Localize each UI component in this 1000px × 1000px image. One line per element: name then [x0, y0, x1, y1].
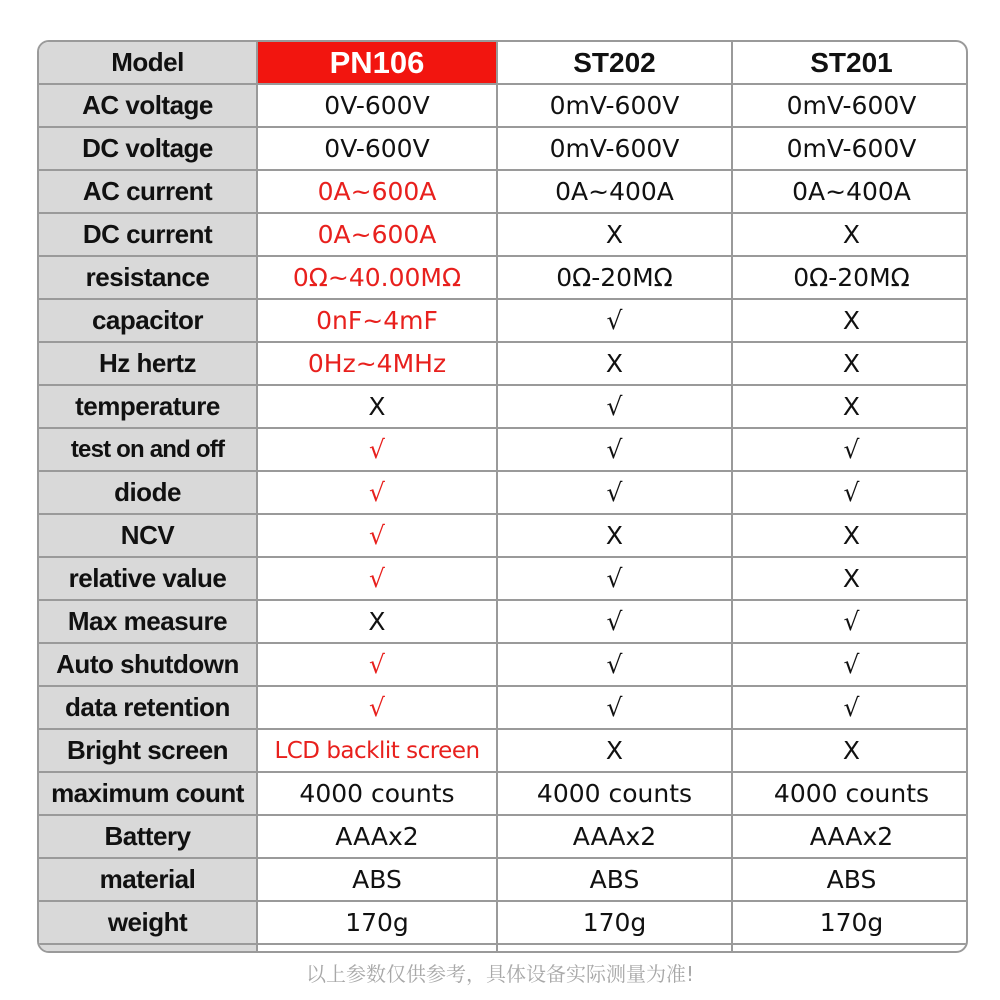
spec-value-pn106: √ [257, 686, 497, 729]
spec-value-pn106: 0Ω~40.00MΩ [257, 256, 497, 299]
spec-value-pn106: 0V-600V [257, 127, 497, 170]
spec-value-pn106: AAAx2 [257, 815, 497, 858]
spec-label: test on and off [39, 428, 257, 471]
spec-value-st202: X [497, 213, 732, 256]
spec-value-st202: √ [497, 686, 732, 729]
spec-label: DC current [39, 213, 257, 256]
spec-value-pn106: 0V-600V [257, 84, 497, 127]
spec-value-st201: X [732, 557, 968, 600]
spec-label [39, 944, 257, 953]
spec-row [39, 385, 968, 428]
spec-row [39, 84, 968, 127]
spec-value-pn106: 0Hz~4MHz [257, 342, 497, 385]
model-header-pn106: PN106 [257, 42, 497, 84]
spec-label: relative value [39, 557, 257, 600]
spec-value-pn106: X [257, 600, 497, 643]
spec-value-st202: √ [497, 557, 732, 600]
spec-row [39, 342, 968, 385]
spec-label: maximum count [39, 772, 257, 815]
spec-row [39, 901, 968, 944]
spec-label: Battery [39, 815, 257, 858]
spec-row [39, 256, 968, 299]
spec-label: temperature [39, 385, 257, 428]
spec-value-st202: √ [497, 643, 732, 686]
spec-row [39, 127, 968, 170]
spec-label: weight [39, 901, 257, 944]
model-header-st201: ST201 [732, 42, 968, 84]
spec-row [39, 471, 968, 514]
header-label: Model [39, 42, 257, 84]
spec-value-st202: √ [497, 299, 732, 342]
spec-value-st201: X [732, 385, 968, 428]
spec-value-pn106: √ [257, 643, 497, 686]
spec-value-pn106: √ [257, 428, 497, 471]
spec-value-st201: ABS [732, 858, 968, 901]
spec-value-st202: X [497, 342, 732, 385]
spec-value-st201: 0mV-600V [732, 84, 968, 127]
spec-value-st201: √ [732, 600, 968, 643]
spec-value-st202: AAAx2 [497, 815, 732, 858]
spec-value-st202: ABS [497, 858, 732, 901]
spec-value-st202: √ [497, 600, 732, 643]
spec-value-pn106 [257, 944, 497, 953]
model-header-st202: ST202 [497, 42, 732, 84]
spec-value-st201: AAAx2 [732, 815, 968, 858]
spec-value-st201: √ [732, 686, 968, 729]
spec-value-st201: X [732, 729, 968, 772]
spec-value-pn106: LCD backlit screen [257, 729, 497, 772]
spec-row [39, 944, 968, 953]
spec-value-pn106: X [257, 385, 497, 428]
spec-row [39, 600, 968, 643]
spec-value-st201: √ [732, 428, 968, 471]
disclaimer-footnote: 以上参数仅供参考，具体设备实际测量为准! [305, 962, 695, 986]
spec-value-st201: 170g [732, 901, 968, 944]
spec-label: AC current [39, 170, 257, 213]
spec-value-pn106: √ [257, 514, 497, 557]
spec-value-st202: 4000 counts [497, 772, 732, 815]
spec-value-st201: X [732, 213, 968, 256]
spec-row [39, 299, 968, 342]
spec-label: AC voltage [39, 84, 257, 127]
spec-label: Auto shutdown [39, 643, 257, 686]
spec-value-st202: √ [497, 471, 732, 514]
spec-value-st202: 170g [497, 901, 732, 944]
spec-value-st202: 0mV-600V [497, 127, 732, 170]
spec-row [39, 858, 968, 901]
spec-row [39, 643, 968, 686]
spec-label: diode [39, 471, 257, 514]
spec-value-st202: 0Ω-20MΩ [497, 256, 732, 299]
spec-value-st201: X [732, 342, 968, 385]
spec-label: data retention [39, 686, 257, 729]
spec-row [39, 815, 968, 858]
spec-label: capacitor [39, 299, 257, 342]
spec-value-st202: √ [497, 385, 732, 428]
spec-value-pn106: 0A~600A [257, 170, 497, 213]
spec-value-st202: X [497, 729, 732, 772]
spec-row [39, 686, 968, 729]
spec-value-st202 [497, 944, 732, 953]
spec-value-st201: X [732, 514, 968, 557]
spec-value-st201: 0A~400A [732, 170, 968, 213]
comparison-table [39, 42, 968, 953]
spec-label: Max measure [39, 600, 257, 643]
comparison-table-body [39, 42, 968, 953]
spec-label: material [39, 858, 257, 901]
spec-label: Hz hertz [39, 342, 257, 385]
spec-value-pn106: 0nF~4mF [257, 299, 497, 342]
spec-row [39, 514, 968, 557]
header-row [39, 42, 968, 84]
spec-value-pn106: ABS [257, 858, 497, 901]
spec-value-pn106: √ [257, 471, 497, 514]
spec-row [39, 772, 968, 815]
spec-value-pn106: 0A~600A [257, 213, 497, 256]
spec-value-st202: 0A~400A [497, 170, 732, 213]
spec-value-st201: X [732, 299, 968, 342]
spec-row [39, 213, 968, 256]
spec-row [39, 428, 968, 471]
spec-label: DC voltage [39, 127, 257, 170]
spec-value-pn106: 170g [257, 901, 497, 944]
spec-label: NCV [39, 514, 257, 557]
spec-value-st202: 0mV-600V [497, 84, 732, 127]
spec-value-pn106: 4000 counts [257, 772, 497, 815]
spec-value-st201: √ [732, 643, 968, 686]
spec-value-st201: 0Ω-20MΩ [732, 256, 968, 299]
spec-row [39, 557, 968, 600]
spec-value-st202: √ [497, 428, 732, 471]
spec-row [39, 729, 968, 772]
spec-label: Bright screen [39, 729, 257, 772]
spec-row [39, 170, 968, 213]
spec-value-st201: 4000 counts [732, 772, 968, 815]
spec-value-pn106: √ [257, 557, 497, 600]
spec-value-st201 [732, 944, 968, 953]
spec-value-st201: √ [732, 471, 968, 514]
spec-label: resistance [39, 256, 257, 299]
spec-value-st202: X [497, 514, 732, 557]
comparison-table-container [37, 40, 968, 953]
spec-value-st201: 0mV-600V [732, 127, 968, 170]
